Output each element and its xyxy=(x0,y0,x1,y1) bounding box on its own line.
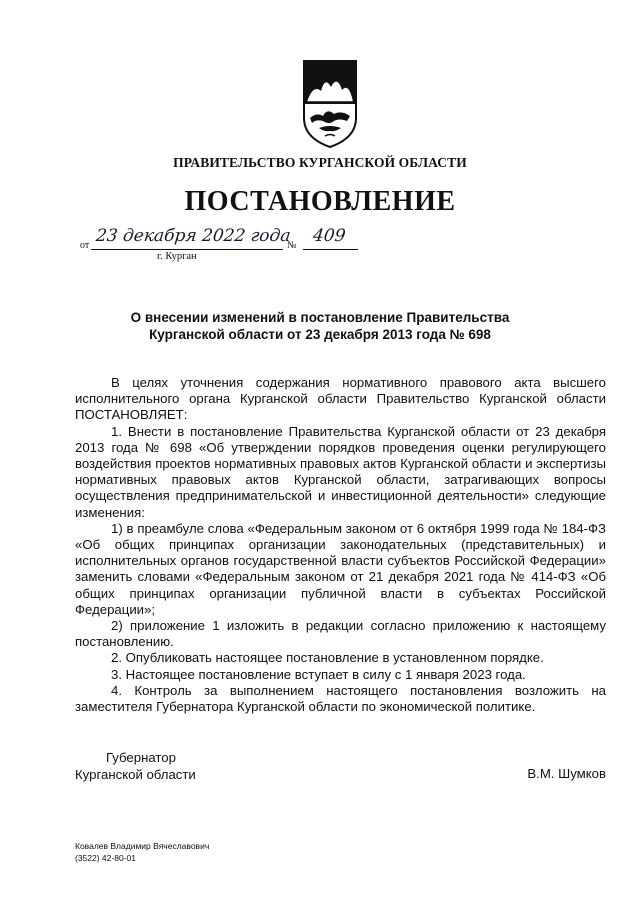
paragraph-intro: В целях уточнения содержания нормативного правового акта высшего исполнительного органа Курганской области Правительство Курганской области ПОСТАНОВЛЯЕТ: xyxy=(75,375,606,423)
executor-info xyxy=(75,840,209,864)
document-title xyxy=(0,309,640,343)
signatory-position-line-2: Курганской области xyxy=(75,767,196,782)
paragraph-item-2: 2. Опубликовать настоящее постановление в установленном порядке. xyxy=(111,650,544,666)
paragraph-item-1-2: 2) приложение 1 изложить в редакции согласно приложению к настоящему постановлению. xyxy=(75,618,606,650)
document-body xyxy=(75,375,606,715)
title-line-2: Курганской области от 23 декабря 2013 года № 698 xyxy=(149,327,491,342)
government-name: ПРАВИТЕЛЬСТВО КУРГАНСКОЙ ОБЛАСТИ xyxy=(173,155,467,170)
handwritten-date: 23 декабря 2022 года xyxy=(94,226,292,246)
city: г. Курган xyxy=(157,251,197,262)
signatory-name: В.М. Шумков xyxy=(527,766,606,781)
title-line-1: О внесении изменений в постановление Правительства xyxy=(130,310,510,325)
signatory-position xyxy=(75,749,196,783)
handwritten-number: 409 xyxy=(311,226,347,246)
document-requisites xyxy=(0,228,640,268)
paragraph-item-1: 1. Внести в постановление Правительства Курганской области от 23 декабря 2013 года № 698 «Об утверждении порядков проведения оценки регулирующего воздействия проектов нормативных правовых актов Курганской области и экспертизы нормативных правовых актов Курганской области, затрагивающих вопросы осуществления предпринимательской и инвестиционной деятельности» следующие изменения: xyxy=(75,423,606,520)
kurgan-coat-of-arms-icon xyxy=(301,58,359,150)
number-underline xyxy=(303,249,358,250)
executor-phone: (3522) 42-80-01 xyxy=(75,853,136,863)
paragraph-item-4: 4. Контроль за выполнением настоящего постановления возложить на заместителя Губернатора Курганской области по экономической политике. xyxy=(75,682,606,715)
document-type: ПОСТАНОВЛЕНИЕ xyxy=(184,186,456,217)
from-label: от xyxy=(80,240,90,251)
paragraph-item-1-1: 1) в преамбуле слова «Федеральным законом от 6 октября 1999 года № 184-ФЗ «Об общих принципах организации законодательных (представительных) и исполнительных органов государственной власти субъектов Российской Федерации» заменить словами «Федеральным законом от 21 декабря 2021 года № 414-ФЗ «Об общих принципах организации публичной власти в субъектах Российской Федерации»; xyxy=(75,520,606,617)
date-underline xyxy=(91,249,283,250)
executor-name: Ковалев Владимир Вячеславович xyxy=(75,841,210,851)
number-label: № xyxy=(287,240,297,251)
signatory-position-line-1: Губернатор xyxy=(106,750,176,765)
paragraph-item-3: 3. Настоящее постановление вступает в силу с 1 января 2023 года. xyxy=(111,666,526,682)
